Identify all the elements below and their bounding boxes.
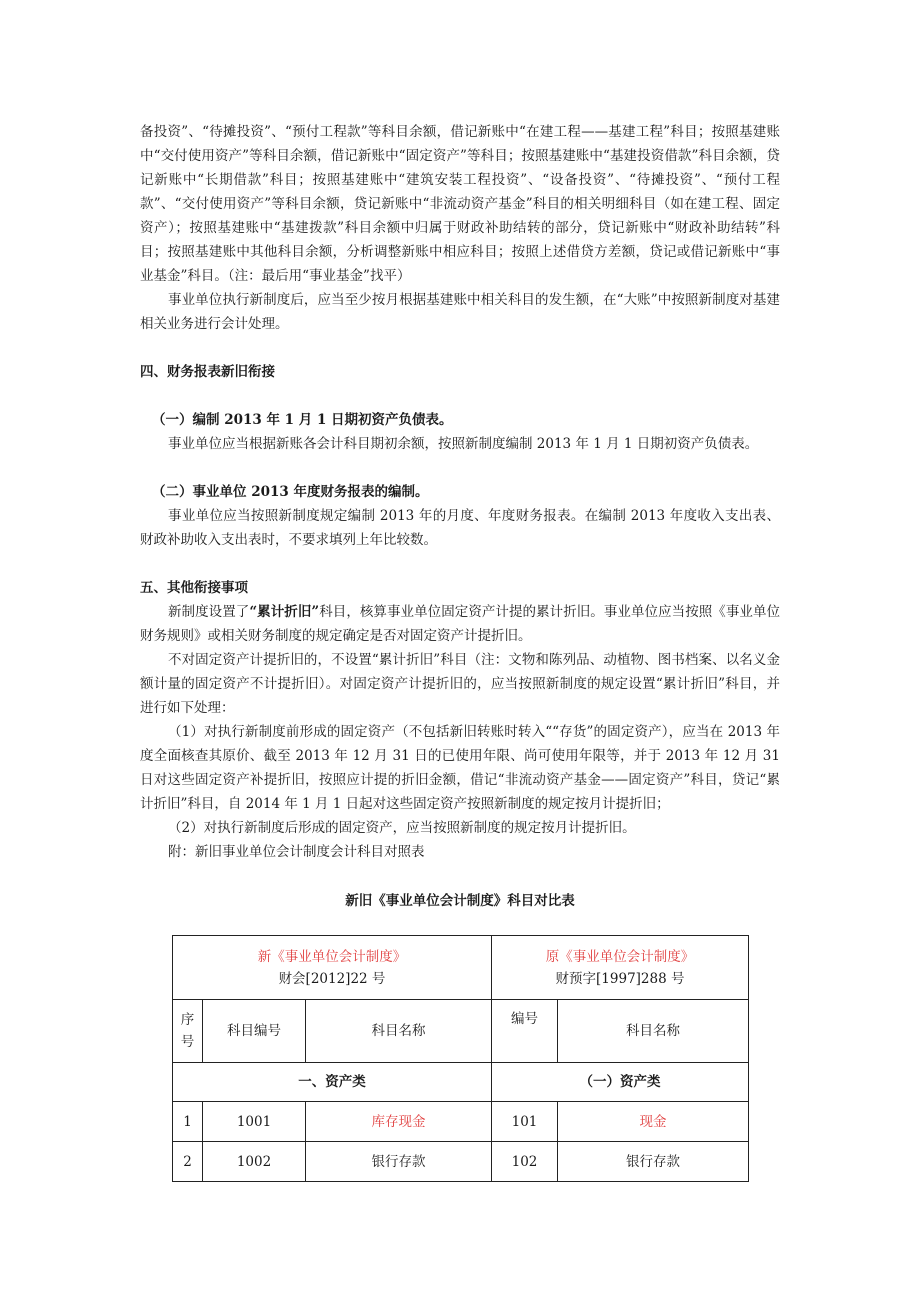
- p1-post: 科目，核算事业单位固定资产计提的累计折旧。事业单位应当按照《事业单位财务规则》或相关财务制度的规定确定是否对固定资产计提折旧。: [140, 604, 781, 644]
- new-system-name: 新《事业单位会计制度》: [257, 948, 407, 965]
- row-old-code: 102: [492, 1142, 558, 1182]
- section-old-label: （一）资产类: [492, 1063, 749, 1102]
- old-code-header: 编号: [492, 1000, 558, 1063]
- new-name-header: 科目名称: [306, 1000, 492, 1063]
- post-adoption-paragraph: 事业单位执行新制度后，应当至少按月根据基建账中相关科目的发生额，在“大账”中按照新制度对基建相关业务进行会计处理。: [140, 292, 780, 332]
- old-name-header: 科目名称: [558, 1000, 749, 1063]
- section-5-p1: [140, 600, 780, 648]
- section-4-heading: 四、财务报表新旧衔接: [140, 364, 275, 380]
- row-new-code: 1001: [203, 1102, 306, 1142]
- p1-term: “累计折旧”: [249, 604, 320, 620]
- table-row: [173, 1142, 749, 1182]
- row-seq: 2: [173, 1142, 203, 1182]
- row-seq: 1: [173, 1102, 203, 1142]
- row-new-name: 银行存款: [306, 1142, 492, 1182]
- system-header-row: [173, 936, 749, 1000]
- row-old-name: 银行存款: [558, 1142, 749, 1182]
- section-row: [173, 1063, 749, 1102]
- table-title: 新旧《事业单位会计制度》科目对比表: [345, 893, 575, 909]
- old-system-header: [492, 936, 749, 1000]
- row-old-code: 101: [492, 1102, 558, 1142]
- body-text: [140, 120, 780, 864]
- old-system-doc-no: 财预字[1997]288 号: [555, 970, 685, 987]
- column-header-row: [173, 1000, 749, 1063]
- continuation-paragraph: 备投资”、“待摊投资”、“预付工程款”等科目余额，借记新账中“在建工程——基建工程”科目；按照基建账中“交付使用资产”等科目余额，借记新账中“固定资产”等科目；按照基建账中“基建投资借款”科目余额，贷记新账中“长期借款”科目；按照基建账中“建筑安装工程投资”、“设备投资”、“待摊投资”、“预付工程款”、“交付使用资产”等科目余额，贷记新账中“非流动资产基金”科目的相关明细科目（如在建工程、固定资产）；按照基建账中“基建拨款”科目余额中归属于财政补助结转的部分，贷记新账中“财政补助结转”科目；按照基建账中其他科目余额，分析调整新账中相应科目；按照上述借贷方差额，贷记或借记新账中“事业基金”科目。（注：最后用“事业基金”找平）: [140, 124, 780, 284]
- new-system-header: [173, 936, 492, 1000]
- old-system-name: 原《事业单位会计制度》: [545, 948, 695, 965]
- row-new-code: 1002: [203, 1142, 306, 1182]
- section-4-sub1-heading: （一）编制 2013 年 1 月 1 日期初资产负债表。: [152, 412, 453, 428]
- section-5-p5: 附：新旧事业单位会计制度会计科目对照表: [168, 844, 425, 860]
- new-system-doc-no: 财会[2012]22 号: [278, 970, 386, 987]
- row-old-name: 现金: [558, 1102, 749, 1142]
- section-new-label: 一、资产类: [173, 1063, 492, 1102]
- row-new-name: 库存现金: [306, 1102, 492, 1142]
- section-5-p4: （2）对执行新制度后形成的固定资产，应当按照新制度的规定按月计提折旧。: [168, 820, 636, 836]
- section-5-p2: 不对固定资产计提折旧的，不设置“累计折旧”科目（注：文物和陈列品、动植物、图书档案、以名义金额计量的固定资产不计提折旧）。对固定资产计提折旧的，应当按照新制度的规定设置“累计折旧”科目，并进行如下处理：: [140, 652, 780, 716]
- section-4-sub1-text: 事业单位应当根据新账各会计科目期初余额，按照新制度编制 2013 年 1 月 1 日期初资产负债表。: [168, 436, 759, 452]
- section-4-sub2-heading: （二）事业单位 2013 年度财务报表的编制。: [152, 484, 429, 500]
- comparison-table: [172, 935, 749, 1182]
- new-code-header: 科目编号: [203, 1000, 306, 1063]
- section-5-p3: （1）对执行新制度前形成的固定资产（不包括新旧转账时转入““存货”的固定资产），应当在 2013 年度全面核查其原价、截至 2013 年 12 月 31 日的已使用年限、尚可使用年限等，并于 2013 年 12 月 31 日对这些固定资产补提折旧，按照应计提的折旧金额，借记“非流动资产基金——固定资产”科目，贷记“累计折旧”科目，自 2014 年 1 月 1 日起对这些固定资产按照新制度的规定按月计提折旧；: [140, 724, 780, 812]
- section-5-heading: 五、其他衔接事项: [140, 580, 248, 596]
- section-4-sub2-text: 事业单位应当按照新制度规定编制 2013 年的月度、年度财务报表。在编制 2013 年度收入支出表、财政补助收入支出表时，不要求填列上年比较数。: [140, 508, 780, 548]
- seq-header: 序号: [173, 1000, 203, 1063]
- table-row: [173, 1102, 749, 1142]
- p1-pre: 新制度设置了: [168, 604, 250, 620]
